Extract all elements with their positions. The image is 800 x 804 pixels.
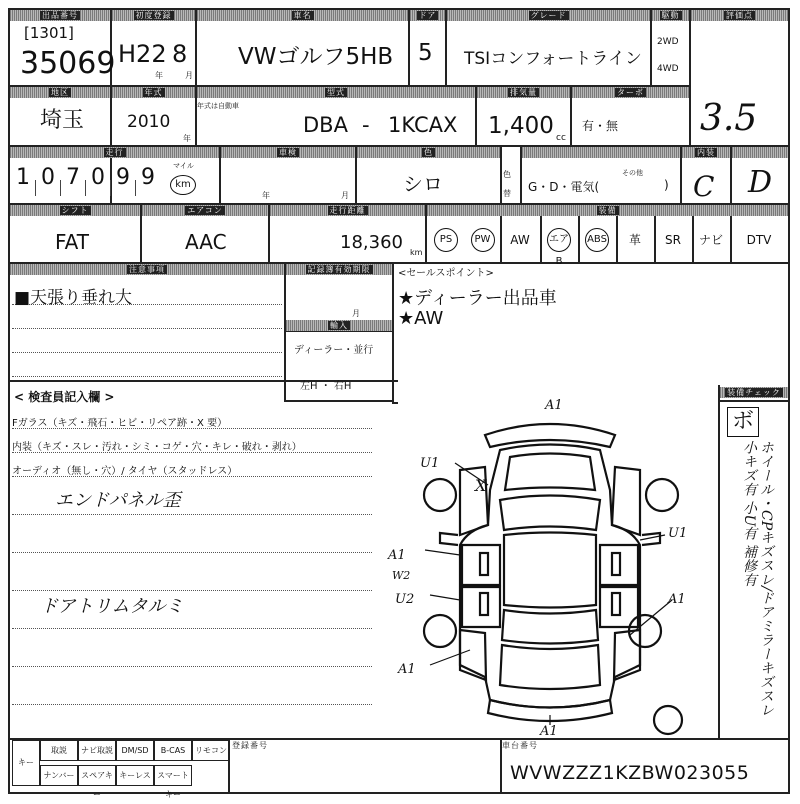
mark-x: X <box>475 476 487 495</box>
score: 3.5 <box>700 98 758 139</box>
header-interior: 内装 <box>682 147 730 158</box>
remark-1: ■天張り垂れ大 <box>14 288 133 308</box>
color-options: G・D・電気( <box>528 180 600 194</box>
option-box: 取説 <box>40 740 78 761</box>
header-exterior <box>732 147 788 158</box>
wheel-right-front <box>646 479 678 511</box>
mark-w2: W2 <box>392 569 411 582</box>
lot-number: 35069 <box>20 46 116 81</box>
equipment-item <box>730 228 788 252</box>
header-drive: 駆動 <box>652 10 689 21</box>
header-equipment: 装備 <box>427 205 788 216</box>
color: シロ <box>403 172 443 196</box>
color-other: その他 <box>622 169 643 177</box>
registration-era: H22 <box>118 40 167 68</box>
left-mirror <box>440 533 458 545</box>
equipment-label: ナビ <box>698 233 723 247</box>
inspector-line-1: Fガラス（キズ・飛石・ヒビ・リペア跡・X 要） <box>12 418 228 429</box>
equipment-item <box>465 228 500 252</box>
registration-month: 8 <box>172 40 188 68</box>
mileage-divider <box>110 180 111 196</box>
mileage-unit-top: マイル <box>173 162 194 170</box>
equipment-item <box>692 228 730 252</box>
header-color: 色 <box>357 147 500 158</box>
header-total-mileage: 走行距離 <box>270 205 425 216</box>
model-year-unit: 年 <box>183 134 191 143</box>
option-box: ナビ取説 <box>78 740 116 761</box>
history-label: ディーラー・並行 <box>294 345 374 356</box>
mileage-digit: 7 <box>66 165 80 190</box>
exterior-score: D <box>748 165 773 200</box>
left-rear-fender <box>460 630 486 680</box>
mark-u1-right: U1 <box>668 526 688 541</box>
left-front-window <box>480 553 488 575</box>
option-box: リモコン <box>192 740 230 761</box>
option-box: スペアキー <box>78 765 116 786</box>
header-turbo: ターボ <box>572 87 689 98</box>
equipment-label: 革 <box>628 233 641 247</box>
color-close: ) <box>664 178 669 192</box>
option-box: DM/SD <box>116 740 154 761</box>
grade: TSIコンフォートライン <box>464 49 642 69</box>
option-box: スマートキー <box>154 765 192 786</box>
hood <box>505 454 595 491</box>
drive-2wd: 2WD <box>657 37 679 47</box>
turbo: 有・無 <box>582 119 619 133</box>
mark-a1-left: A1 <box>388 548 406 563</box>
header-car-name: 車名 <box>197 10 408 21</box>
right-rear-window <box>612 593 620 615</box>
mark-a1-right: A1 <box>668 592 686 607</box>
header-doors: ドア <box>410 10 445 21</box>
registration-month-unit: 月 <box>185 71 193 80</box>
doors: 5 <box>418 40 433 66</box>
car-name: VWゴルフ5HB <box>238 44 394 70</box>
header-shaken: 車検 <box>221 147 355 158</box>
model-code: 1KCAX <box>388 113 458 137</box>
mileage-divider <box>35 180 36 196</box>
header-remarks: 注意事項 <box>10 264 284 275</box>
header-area: 地区 <box>10 87 110 98</box>
header-side: 装備チェック <box>720 387 788 398</box>
equipment-item <box>654 228 692 252</box>
mark-a1-rear: A1 <box>540 724 558 739</box>
equipment-item <box>500 228 540 252</box>
model-prefix: DBA <box>303 113 348 137</box>
history-handle: 左H ・ 右H <box>300 381 352 392</box>
drive-4wd: 4WD <box>657 64 679 74</box>
right-rear-fender <box>614 630 640 680</box>
header-lot: 出品番号 <box>10 10 110 21</box>
mark-a1-front: A1 <box>545 398 563 413</box>
mileage-digit: 0 <box>91 165 105 190</box>
registration-year-unit: 年 <box>155 71 163 80</box>
header-mileage: 走行 <box>10 147 219 158</box>
model-year-sub: 年式は自動車 <box>197 102 239 110</box>
sales-points-header: <セールスポイント> <box>398 268 494 279</box>
wheel-left-rear <box>424 615 456 647</box>
mileage-divider <box>135 180 136 196</box>
mark-a1-rear-left: A1 <box>398 662 416 677</box>
sales-point-2: ★AW <box>398 308 444 329</box>
total-mileage-unit: km <box>410 248 423 257</box>
header-score: 評価点 <box>691 10 788 21</box>
shaken-year-unit: 年 <box>262 191 270 200</box>
mileage-digit: 9 <box>141 165 155 190</box>
right-front-window <box>612 553 620 575</box>
equipment-item <box>540 228 578 267</box>
inspector-header: < 検査員記入欄 > <box>14 390 115 404</box>
header-reg-number: 登録番号 <box>232 741 268 750</box>
displacement: 1,400 <box>488 113 554 139</box>
inspector-line-2: 内装（キズ・スレ・汚れ・シミ・コゲ・穴・キレ・破れ・剥れ） <box>12 442 302 453</box>
side-note: ホイール・CPキズスレ/ドアミラーキズスレ 小キズ有 小U有 補修有 <box>741 440 774 717</box>
equipment-item <box>616 228 654 252</box>
equipment-label: エアB <box>547 228 571 252</box>
chassis-number: WVWZZZ1KZBW023055 <box>510 762 750 784</box>
equipment-item <box>427 228 465 252</box>
equipment-label: AW <box>510 233 530 247</box>
right-front-fender <box>612 467 640 535</box>
area: 埼玉 <box>40 108 85 133</box>
equipment-item <box>578 228 616 252</box>
header-shift: シフト <box>10 205 140 216</box>
displacement-unit: cc <box>556 133 566 143</box>
record-book-month: 月 <box>352 309 360 318</box>
equipment-label: PW <box>471 228 495 252</box>
color-change-label: 色替 <box>503 170 511 198</box>
header-aircon: エアコン <box>142 205 268 216</box>
header-displacement: 排気量 <box>477 87 570 98</box>
rear-window <box>502 610 598 644</box>
interior-score: C <box>693 170 715 203</box>
shaken-month-unit: 月 <box>341 191 349 200</box>
header-record-book: 記録簿有効期限 <box>286 264 392 275</box>
car-damage-diagram <box>388 395 718 739</box>
inspector-note-1: エンドパネル歪 <box>55 490 181 511</box>
inspector-line-3: オーディオ（無し・穴）/ タイヤ（スタッドレス） <box>12 466 238 477</box>
header-history: 輸入 <box>286 320 392 331</box>
inspector-note-2: ドアトリムタルミ <box>40 596 184 617</box>
header-grade: グレード <box>447 10 650 21</box>
mileage-digit: 1 <box>16 165 30 190</box>
windshield <box>500 496 600 531</box>
header-model-year: 年式 <box>112 87 195 98</box>
mileage-unit-km: km <box>170 175 196 195</box>
equipment-label: ABS <box>585 228 609 252</box>
shift: FAT <box>55 230 90 254</box>
mileage-digit: 9 <box>116 165 130 190</box>
option-box: ナンバー <box>40 765 78 786</box>
lot-code: [1301] <box>24 24 74 42</box>
equipment-label: PS <box>434 228 458 252</box>
aircon: AAC <box>185 230 227 254</box>
header-registration: 初度登録 <box>112 10 195 21</box>
sales-point-1: ★ディーラー出品車 <box>398 288 557 309</box>
header-model: 型式 <box>197 87 475 98</box>
wheel-spare <box>654 706 682 734</box>
equipment-label: SR <box>665 233 681 247</box>
mark-u2: U2 <box>395 592 415 607</box>
mileage-digit: 0 <box>41 165 55 190</box>
option-box: B-CAS <box>154 740 192 761</box>
wheel-left-front <box>424 479 456 511</box>
mileage-divider <box>85 180 86 196</box>
header-chassis: 車台番号 <box>502 741 538 750</box>
equipment-label: DTV <box>746 233 772 247</box>
mileage-divider <box>60 180 61 196</box>
roof <box>504 533 596 608</box>
keys-label: キー <box>12 740 40 786</box>
header-color-opt <box>522 147 680 158</box>
side-box: ボ <box>727 407 759 437</box>
mark-u1-left: U1 <box>420 456 440 471</box>
total-mileage: 18,360 <box>340 232 403 253</box>
trunk <box>500 645 600 689</box>
left-rear-window <box>480 593 488 615</box>
model-year: 2010 <box>127 112 171 132</box>
model-dash: - <box>362 113 370 137</box>
option-box: キーレス <box>116 765 154 786</box>
